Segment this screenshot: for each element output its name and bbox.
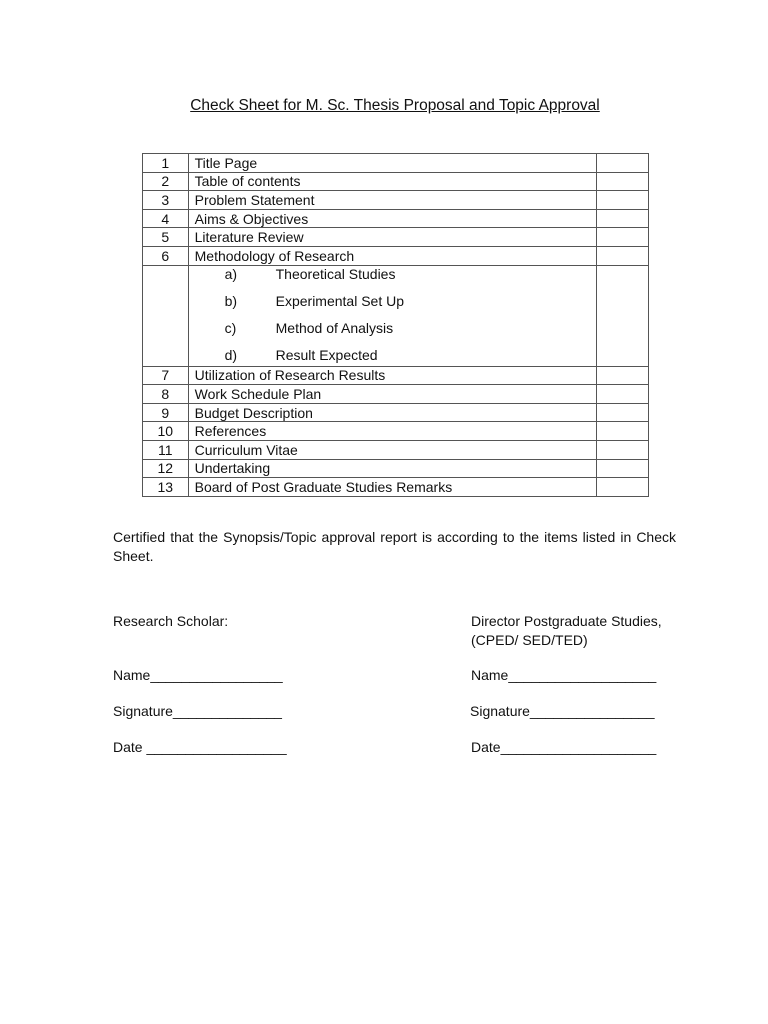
check-cell[interactable]	[596, 403, 648, 422]
item-number: 11	[143, 440, 189, 459]
item-number: 10	[143, 422, 189, 441]
check-cell[interactable]	[596, 422, 648, 441]
item-label: Methodology of Research	[188, 246, 596, 265]
check-cell[interactable]	[596, 385, 648, 404]
checklist-row	[143, 440, 649, 459]
item-label: Title Page	[188, 154, 596, 173]
check-cell[interactable]	[596, 265, 648, 366]
check-cell[interactable]	[596, 191, 648, 210]
sub-item-letter: a)	[224, 265, 238, 282]
sub-item	[195, 266, 596, 293]
item-number: 4	[143, 209, 189, 228]
sub-item-label: Theoretical Studies	[275, 265, 396, 282]
check-cell[interactable]	[596, 459, 648, 478]
check-cell[interactable]	[596, 246, 648, 265]
empty-number-cell	[143, 265, 189, 366]
checklist-row	[143, 385, 649, 404]
item-number: 9	[143, 403, 189, 422]
check-cell[interactable]	[596, 228, 648, 247]
director-date-field: Date____________________	[471, 739, 657, 755]
scholar-name-field: Name_________________	[113, 667, 283, 683]
sub-item-label: Method of Analysis	[275, 319, 394, 336]
item-label: Work Schedule Plan	[188, 385, 596, 404]
item-label: Literature Review	[188, 228, 596, 247]
sub-item	[195, 320, 596, 347]
item-label: Budget Description	[188, 403, 596, 422]
item-number: 2	[143, 172, 189, 191]
director-signature-field: Signature________________	[470, 703, 655, 719]
sub-item-letter: d)	[224, 346, 238, 363]
sub-items-cell	[188, 265, 596, 366]
methodology-subitems-row	[143, 265, 649, 366]
item-label: Undertaking	[188, 459, 596, 478]
scholar-date-field: Date __________________	[113, 739, 287, 755]
checklist-row	[143, 478, 649, 497]
item-number: 3	[143, 191, 189, 210]
item-label: References	[188, 422, 596, 441]
check-cell[interactable]	[596, 209, 648, 228]
checklist-row	[143, 459, 649, 478]
checklist-row	[143, 172, 649, 191]
item-label: Board of Post Graduate Studies Remarks	[188, 478, 596, 497]
sub-item-label: Experimental Set Up	[275, 292, 405, 309]
checklist-row	[143, 422, 649, 441]
item-number: 5	[143, 228, 189, 247]
sub-item-letter: c)	[224, 319, 237, 336]
director-heading: Director Postgraduate Studies,	[471, 613, 662, 629]
item-label: Utilization of Research Results	[188, 366, 596, 385]
item-label: Problem Statement	[188, 191, 596, 210]
sub-item-label: Result Expected	[275, 346, 378, 363]
check-cell[interactable]	[596, 366, 648, 385]
checklist-row	[143, 191, 649, 210]
checklist-row	[143, 209, 649, 228]
page-title: Check Sheet for M. Sc. Thesis Proposal and Topic Approval	[190, 97, 600, 114]
item-number: 6	[143, 246, 189, 265]
sub-item-letter: b)	[224, 292, 238, 309]
check-cell[interactable]	[596, 478, 648, 497]
checklist-row	[143, 246, 649, 265]
checklist-row	[143, 154, 649, 173]
research-scholar-heading: Research Scholar:	[113, 613, 229, 629]
item-label: Curriculum Vitae	[188, 440, 596, 459]
certification-text: Certified that the Synopsis/Topic approval report is according to the items listed in Check Sheet.	[113, 529, 676, 564]
director-name-field: Name___________________	[471, 667, 657, 683]
item-number: 12	[143, 459, 189, 478]
director-department: (CPED/ SED/TED)	[471, 632, 588, 648]
checklist-row	[143, 403, 649, 422]
item-number: 1	[143, 154, 189, 173]
check-cell[interactable]	[596, 154, 648, 173]
item-number: 8	[143, 385, 189, 404]
item-label: Aims & Objectives	[188, 209, 596, 228]
checklist-row	[143, 366, 649, 385]
sub-item	[195, 347, 596, 366]
check-cell[interactable]	[596, 440, 648, 459]
item-number: 13	[143, 478, 189, 497]
check-cell[interactable]	[596, 172, 648, 191]
checklist-row	[143, 228, 649, 247]
scholar-signature-field: Signature______________	[113, 703, 282, 719]
item-number: 7	[143, 366, 189, 385]
check-sheet-table	[142, 153, 649, 497]
item-label: Table of contents	[188, 172, 596, 191]
sub-item	[195, 293, 596, 320]
